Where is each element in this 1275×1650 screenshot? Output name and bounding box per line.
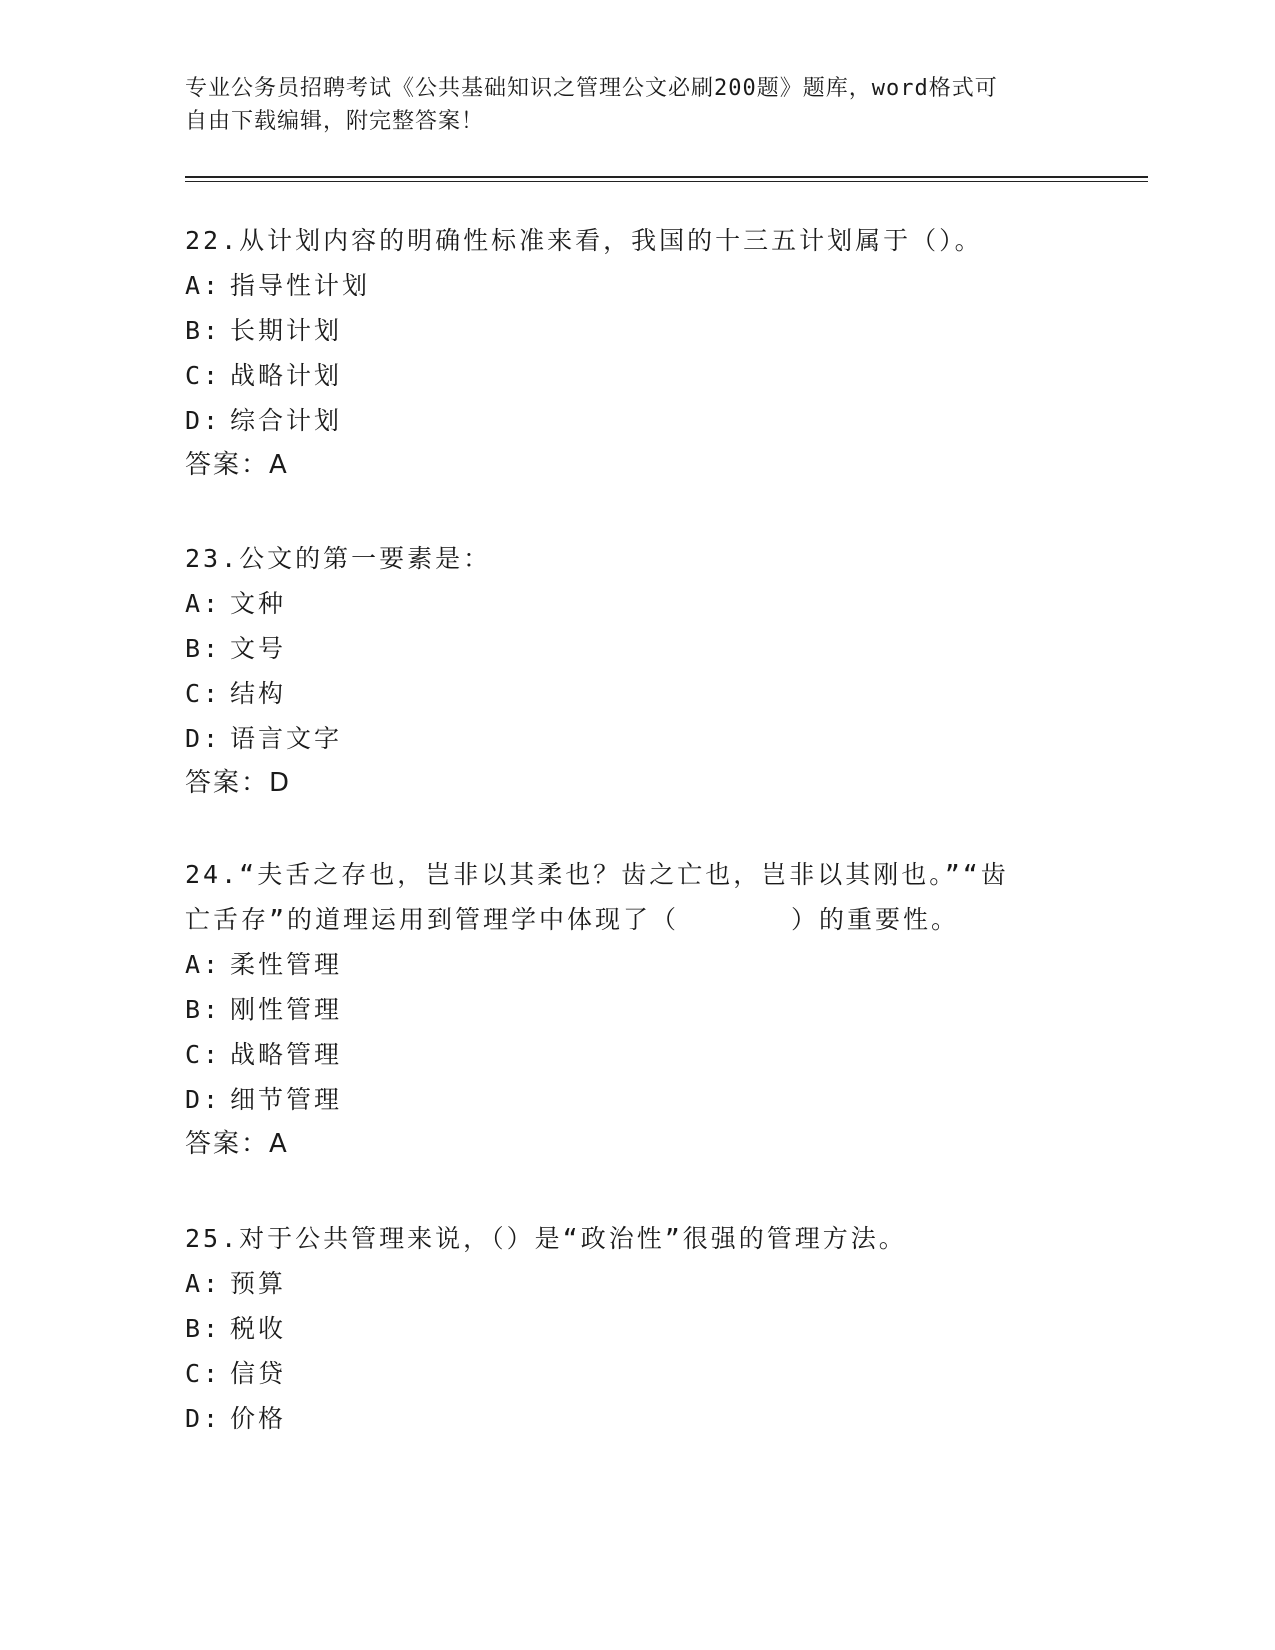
question-25 bbox=[185, 1216, 1085, 1441]
question-stem-line-1: 24.“夫舌之存也，岂非以其柔也？齿之亡也，岂非以其刚也。”“齿 bbox=[185, 860, 1009, 889]
question-24 bbox=[185, 852, 1085, 1167]
option-letter: A: bbox=[185, 950, 222, 979]
header-line-1: 专业公务员招聘考试《公共基础知识之管理公文必刷200题》题库，word格式可 bbox=[185, 76, 998, 101]
option-text: 文种 bbox=[230, 589, 287, 618]
option-letter: B: bbox=[185, 316, 222, 345]
option-d bbox=[185, 716, 1085, 761]
option-a bbox=[185, 1261, 1085, 1306]
option-b bbox=[185, 626, 1085, 671]
option-b bbox=[185, 308, 1085, 353]
question-22 bbox=[185, 218, 1085, 488]
option-text: 语言文字 bbox=[230, 724, 343, 753]
header-line-2: 自由下载编辑，附完整答案！ bbox=[185, 109, 485, 134]
header-divider bbox=[185, 176, 1148, 182]
option-text: 细节管理 bbox=[230, 1085, 343, 1114]
option-text: 信贷 bbox=[230, 1359, 287, 1388]
option-letter: C: bbox=[185, 361, 222, 390]
option-c bbox=[185, 1032, 1085, 1077]
option-letter: A: bbox=[185, 271, 222, 300]
option-b bbox=[185, 987, 1085, 1032]
question-stem: 22.从计划内容的明确性标准来看，我国的十三五计划属于（）。 bbox=[185, 226, 983, 255]
question-23 bbox=[185, 536, 1085, 806]
option-a bbox=[185, 263, 1085, 308]
document-header bbox=[185, 72, 1085, 138]
option-letter: C: bbox=[185, 1040, 222, 1069]
answer-line: 答案：A bbox=[185, 1129, 289, 1159]
question-stem: 25.对于公共管理来说，（）是“政治性”很强的管理方法。 bbox=[185, 1224, 907, 1253]
option-text: 文号 bbox=[230, 634, 287, 663]
option-text: 战略计划 bbox=[230, 361, 343, 390]
option-text: 价格 bbox=[230, 1404, 287, 1433]
option-c bbox=[185, 1351, 1085, 1396]
option-a bbox=[185, 942, 1085, 987]
option-letter: A: bbox=[185, 1269, 222, 1298]
option-c bbox=[185, 353, 1085, 398]
question-stem-line-2: 亡舌存”的道理运用到管理学中体现了（ ）的重要性。 bbox=[185, 905, 960, 934]
option-d bbox=[185, 1077, 1085, 1122]
option-letter: D: bbox=[185, 724, 222, 753]
option-letter: A: bbox=[185, 589, 222, 618]
option-text: 刚性管理 bbox=[230, 995, 343, 1024]
question-stem: 23.公文的第一要素是： bbox=[185, 544, 492, 573]
option-text: 结构 bbox=[230, 679, 287, 708]
answer-line: 答案：D bbox=[185, 768, 292, 798]
option-letter: C: bbox=[185, 679, 222, 708]
option-letter: C: bbox=[185, 1359, 222, 1388]
option-letter: D: bbox=[185, 406, 222, 435]
answer-line: 答案：A bbox=[185, 450, 289, 480]
option-text: 综合计划 bbox=[230, 406, 343, 435]
option-b bbox=[185, 1306, 1085, 1351]
option-text: 指导性计划 bbox=[230, 271, 371, 300]
option-d bbox=[185, 398, 1085, 443]
option-text: 税收 bbox=[230, 1314, 287, 1343]
option-a bbox=[185, 581, 1085, 626]
option-letter: B: bbox=[185, 634, 222, 663]
option-text: 预算 bbox=[230, 1269, 287, 1298]
option-text: 柔性管理 bbox=[230, 950, 343, 979]
option-letter: B: bbox=[185, 1314, 222, 1343]
option-c bbox=[185, 671, 1085, 716]
option-d bbox=[185, 1396, 1085, 1441]
option-text: 长期计划 bbox=[230, 316, 343, 345]
option-letter: D: bbox=[185, 1404, 222, 1433]
option-letter: D: bbox=[185, 1085, 222, 1114]
option-letter: B: bbox=[185, 995, 222, 1024]
option-text: 战略管理 bbox=[230, 1040, 343, 1069]
